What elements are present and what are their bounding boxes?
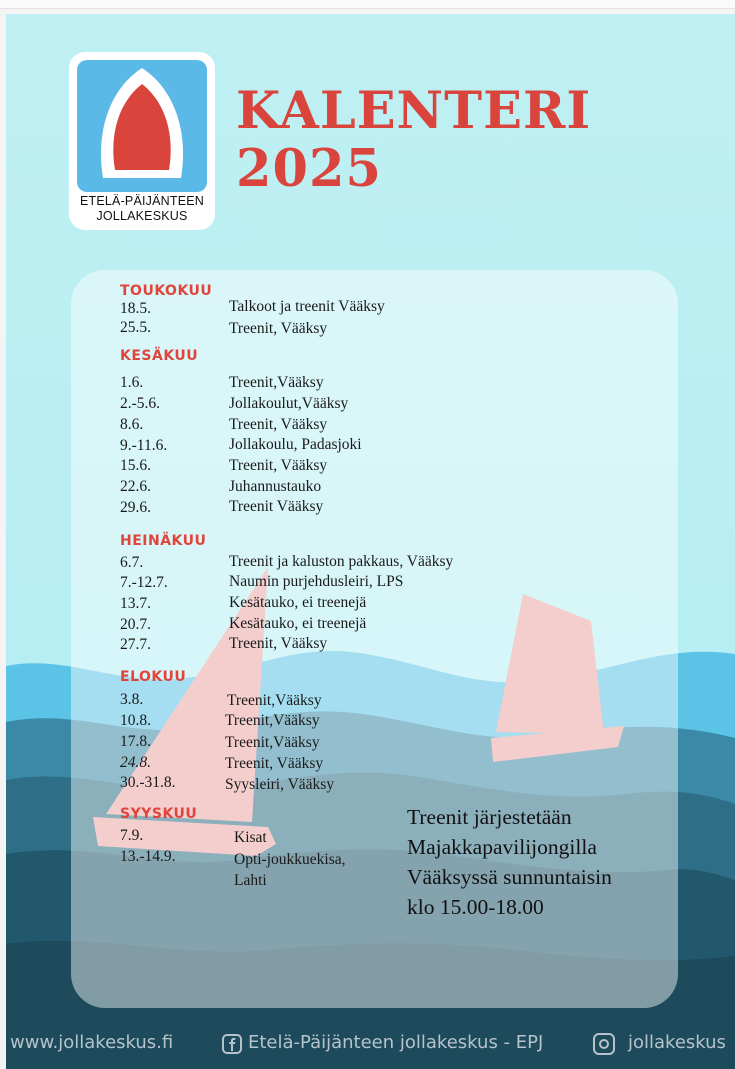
- event-date: 9.-11.6.: [120, 437, 168, 454]
- note-line3: Vääksyssä sunnuntaisin: [407, 865, 612, 889]
- event-date: 7.-12.7.: [120, 574, 168, 591]
- event-date: 17.8.: [120, 733, 151, 750]
- event-text: Jollakoulu, Padasjoki: [229, 436, 362, 453]
- event-text: Talkoot ja treenit Vääksy: [229, 298, 385, 315]
- event-date: 15.6.: [120, 457, 151, 474]
- event-date: 2.-5.6.: [120, 395, 161, 412]
- title-line2: 2025: [236, 139, 382, 199]
- logo-line2: JOLLAKESKUS: [96, 209, 188, 223]
- logo-badge: [77, 60, 207, 192]
- event-text: Treenit,Vääksy: [225, 712, 320, 729]
- event-date: 8.6.: [120, 416, 144, 433]
- event-date: 24.8.: [120, 754, 151, 771]
- logo-text: [69, 194, 215, 224]
- event-date: 22.6.: [120, 478, 151, 495]
- footer: [6, 1032, 735, 1069]
- event-text: Treenit ja kaluston pakkaus, Vääksy: [229, 553, 454, 570]
- month-heading: KESÄKUU: [120, 348, 199, 364]
- event-text: Treenit,Vääksy: [229, 374, 324, 391]
- event-date: 25.5.: [120, 319, 151, 336]
- facebook-icon: [222, 1034, 242, 1054]
- event-text: Kesätauko, ei treenejä: [229, 615, 367, 632]
- training-note: [407, 802, 612, 922]
- event-text: Opti-joukkuekisa,: [234, 851, 346, 868]
- event-date: 30.-31.8.: [120, 774, 176, 791]
- facebook-link[interactable]: Etelä-Päijänteen jollakeskus - EPJ: [248, 1032, 544, 1053]
- website-link[interactable]: www.jollakeskus.fi: [10, 1032, 174, 1053]
- event-date: 13.-14.9.: [120, 848, 176, 865]
- note-line4: klo 15.00-18.00: [407, 895, 544, 919]
- event-date: 29.6.: [120, 499, 151, 516]
- title-line1: KALENTERI: [236, 81, 592, 141]
- event-text: Treenit, Vääksy: [229, 320, 328, 337]
- top-bar: [0, 0, 735, 9]
- note-line1: Treenit järjestetään: [407, 805, 572, 829]
- note-line2: Majakkapavilijongilla: [407, 835, 597, 859]
- event-date: 7.9.: [120, 827, 144, 844]
- event-text: Kisat: [234, 829, 267, 846]
- event-date: 18.5.: [120, 300, 151, 317]
- event-text: Treenit Vääksy: [229, 498, 324, 515]
- month-heading: SYYSKUU: [120, 806, 198, 822]
- event-text: Treenit, Vääksy: [229, 635, 328, 652]
- month-heading: ELOKUU: [120, 669, 187, 685]
- event-text: Treenit, Vääksy: [229, 457, 328, 474]
- calendar-poster: [6, 14, 735, 1069]
- event-text: Jollakoulut,Vääksy: [229, 395, 349, 412]
- instagram-link[interactable]: jollakeskus: [628, 1032, 726, 1053]
- event-date: 3.8.: [120, 691, 144, 708]
- event-date: 1.6.: [120, 374, 144, 391]
- instagram-icon: [593, 1033, 615, 1055]
- event-text: Juhannustauko: [229, 478, 322, 495]
- event-text: Naumin purjehdusleiri, LPS: [229, 573, 404, 590]
- event-date: 27.7.: [120, 636, 151, 653]
- event-date: 10.8.: [120, 712, 151, 729]
- sail-icon: [77, 60, 207, 192]
- event-text: Syysleiri, Vääksy: [225, 776, 335, 793]
- event-date: 13.7.: [120, 595, 151, 612]
- month-heading: TOUKOKUU: [120, 283, 213, 299]
- event-text: Treenit,Vääksy: [225, 734, 320, 751]
- event-date: 20.7.: [120, 616, 151, 633]
- logo: [69, 52, 215, 230]
- logo-line1: ETELÄ-PÄIJÄNTEEN: [79, 194, 205, 208]
- event-date: 6.7.: [120, 554, 144, 571]
- page-title: [236, 82, 591, 198]
- event-text: Treenit, Vääksy: [229, 416, 328, 433]
- month-heading: HEINÄKUU: [120, 533, 207, 549]
- event-text: Lahti: [234, 872, 267, 889]
- event-text: Treenit,Vääksy: [227, 692, 322, 709]
- event-text: Treenit, Vääksy: [225, 755, 324, 772]
- event-text: Kesätauko, ei treenejä: [229, 594, 367, 611]
